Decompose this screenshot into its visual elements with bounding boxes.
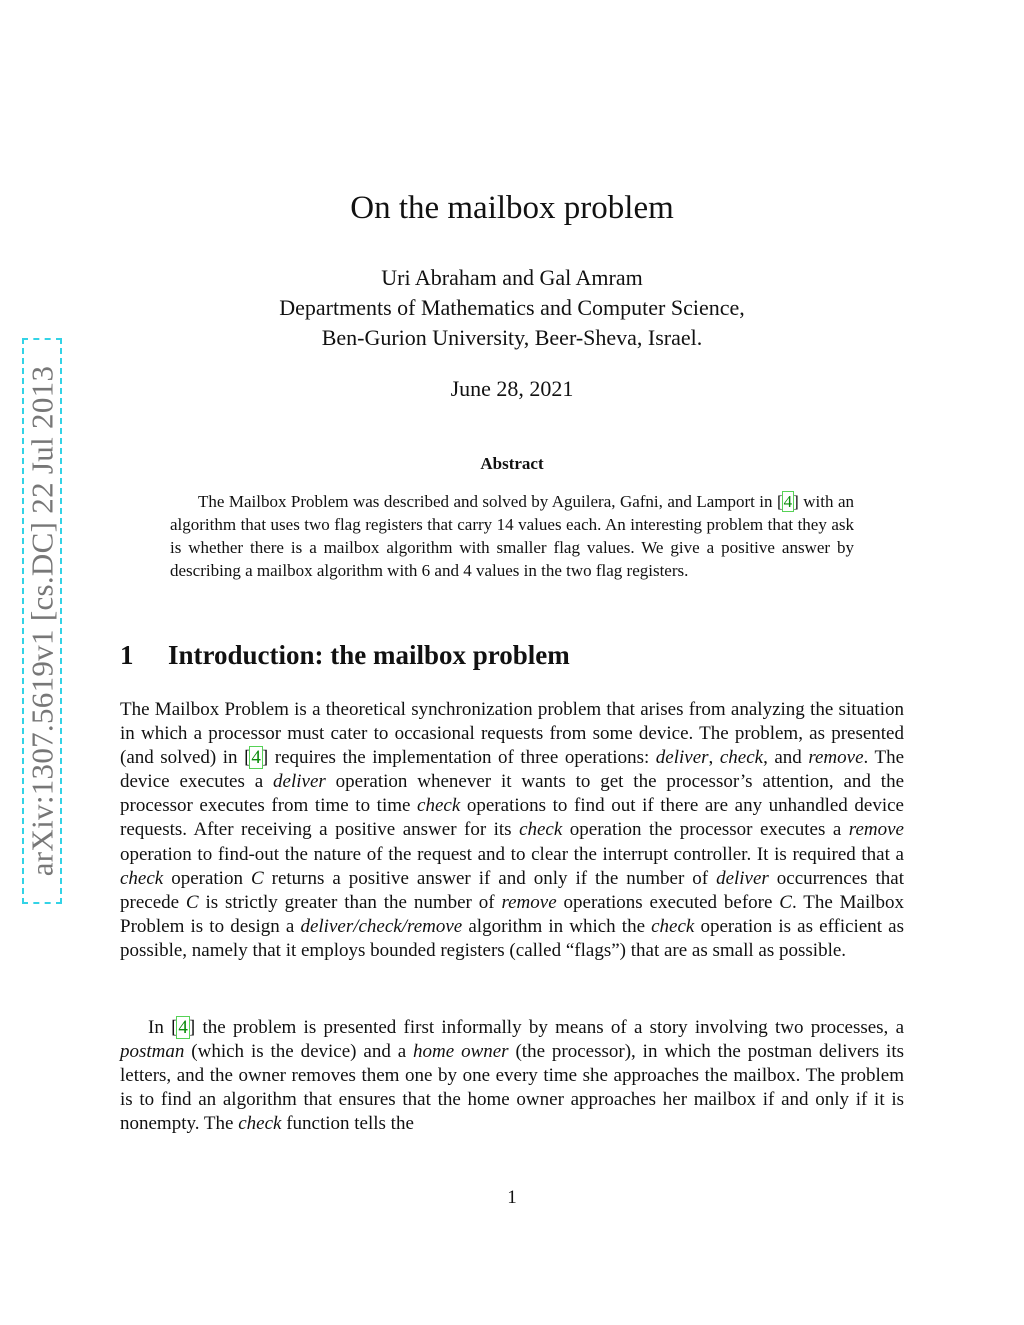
term-check: check xyxy=(417,795,461,817)
abstract-heading: Abstract xyxy=(480,454,544,473)
paragraph-text: operation is as efficient as possible, namely that it employs bounded registers (called “flags”) that are as small as possible. xyxy=(120,915,904,961)
paragraph-text: occurrences that precede xyxy=(120,867,904,913)
math-variable-c: C xyxy=(250,867,264,889)
paragraph-text: The Mailbox Problem is a theoretical synchronization problem that arises from analyzing the situation in which a processor must cater to occasional requests from some device. The problem, as presented (and solved) in xyxy=(120,699,904,769)
paper-title: On the mailbox problem xyxy=(350,190,674,226)
abstract-body xyxy=(170,490,854,582)
paragraph-text: (the processor), in which the postman delivers its letters, and the owner removes them one by one every time she approaches the mailbox. The problem is to find an algorithm that ensures that the home owner approaches her mailbox if and only if it is nonempty. The xyxy=(120,1041,904,1135)
term-deliver: deliver xyxy=(273,771,326,793)
paragraph-text: requires the implementation of three operations: xyxy=(268,747,656,769)
paragraph-intro xyxy=(120,698,904,963)
paragraph-text: algorithm in which the xyxy=(462,915,652,937)
paragraph-text: In xyxy=(148,1017,172,1038)
section-number: 1 xyxy=(120,640,134,670)
paragraph-text: operation whenever it wants to get the processor’s attention, and the processor executes from time to time xyxy=(120,771,905,817)
paragraph-text: operation xyxy=(163,867,251,889)
paragraph-text: operation the processor executes a xyxy=(562,819,849,841)
page-number: 1 xyxy=(507,1187,517,1208)
term-check: check xyxy=(651,915,695,937)
paragraph-text: the problem is presented first informally by means of a story involving two processes, a xyxy=(195,1017,904,1038)
term-postman: postman xyxy=(120,1041,185,1063)
citation-link[interactable]: [4] xyxy=(244,747,269,769)
citation-number[interactable]: 4 xyxy=(251,747,261,769)
citation-number[interactable]: 4 xyxy=(178,1017,188,1038)
paragraph-story xyxy=(120,1016,904,1136)
author-affiliation-line2: Ben-Gurion University, Beer-Sheva, Israel. xyxy=(321,325,703,350)
paragraph-text: . The device executes a xyxy=(120,747,905,793)
term-remove: remove xyxy=(808,747,864,769)
citation-number[interactable]: 4 xyxy=(783,492,793,511)
term-check: check xyxy=(719,747,764,769)
arxiv-identifier-stamp xyxy=(22,338,62,904)
paragraph-text: . The Mailbox Problem is to design a xyxy=(120,891,904,937)
section-heading xyxy=(120,640,920,671)
term-check: check xyxy=(519,819,563,841)
author-affiliation-line1: Departments of Mathematics and Computer Science, xyxy=(279,295,745,320)
term-home-owner: home owner xyxy=(413,1041,509,1063)
paragraph-text: is strictly greater than the number of xyxy=(198,891,502,913)
paragraph-text: function tells the xyxy=(281,1113,414,1135)
paper-date: June 28, 2021 xyxy=(450,376,574,401)
term-check: check xyxy=(120,867,164,889)
paragraph-text: operations to find out if there are any unhandled device requests. After receiving a positive answer for its xyxy=(120,795,904,841)
abstract-text: with an algorithm that uses two flag registers that carry 14 values each. An interesting problem that they ask is whether there is a mailbox algorithm with smaller flag values. We give a positive answer by describing a mailbox algorithm with 6 and 4 values in the two flag registers. xyxy=(170,492,854,580)
citation-link[interactable]: [4] xyxy=(171,1017,196,1038)
term-remove: remove xyxy=(501,891,557,913)
paragraph-text: , xyxy=(708,747,720,769)
author-names: Uri Abraham and Gal Amram xyxy=(381,265,643,290)
paragraph-text: , and xyxy=(763,747,809,769)
term-deliver: deliver xyxy=(716,867,769,889)
section-title: Introduction: the mailbox problem xyxy=(168,640,570,670)
paragraph-text: returns a positive answer if and only if the number of xyxy=(263,867,717,889)
term-deliver-check-remove: deliver/check/remove xyxy=(300,915,463,937)
math-variable-c: C xyxy=(185,891,199,913)
term-deliver: deliver xyxy=(655,747,709,769)
author-block xyxy=(0,263,1024,353)
abstract-text: The Mailbox Problem was described and solved by Aguilera, Gafni, and Lamport in xyxy=(198,492,777,511)
math-variable-c: C xyxy=(779,891,792,913)
arxiv-identifier-text: arXiv:1307.5619v1 [cs.DC] 22 Jul 2013 xyxy=(24,365,60,877)
term-check: check xyxy=(238,1113,282,1135)
paragraph-text: operation to find-out the nature of the request and to clear the interrupt controller. It is required that a xyxy=(120,843,904,865)
citation-link[interactable]: [4] xyxy=(776,492,799,511)
paragraph-text: (which is the device) and a xyxy=(184,1041,414,1063)
paragraph-text: operations executed before xyxy=(556,891,780,913)
term-remove: remove xyxy=(848,819,904,841)
